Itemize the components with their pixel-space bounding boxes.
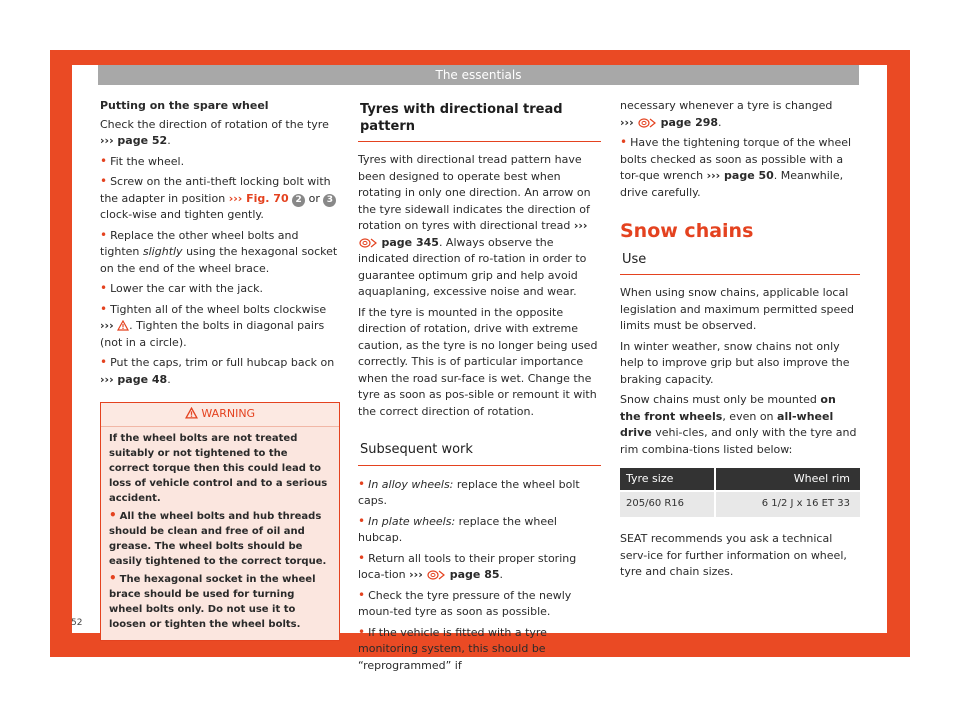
list-item: • Fit the wheel. xyxy=(100,153,185,168)
table-header: Wheel rim xyxy=(715,468,860,491)
table-cell: 205/60 R16 xyxy=(620,491,715,517)
paragraph: Snow chains must only be mounted on the front wheels, even on all-wheel drive vehi-cles, and only with the tyre and rim combina-tions listed below: xyxy=(620,393,857,456)
intro-paragraph: Check the direction of rotation of the tyre ››› page 52. xyxy=(100,117,329,147)
section-heading-use: Use xyxy=(620,248,860,276)
page-link[interactable]: ››› page 48 xyxy=(100,372,168,386)
callout-number: 2 xyxy=(292,194,305,207)
paragraph: When using snow chains, applicable local legislation and maximum permitted speed limits must be observed. xyxy=(620,286,855,332)
paragraph: If the tyre is mounted in the opposite direction of rotation, drive with extreme caution, as the tyre is no longer being used correctly. This is of particular importance when the road sur-face is wet. Change the tyre as soon as pos-sible or remount it with the correct direction of rotation. xyxy=(358,305,598,418)
tyre-icon xyxy=(637,117,657,128)
table-header: Tyre size xyxy=(620,468,715,491)
tyre-rim-table xyxy=(620,468,860,517)
table-cell: 6 1/2 J x 16 ET 33 xyxy=(715,491,860,517)
list-item: • In alloy wheels: replace the wheel bolt caps. xyxy=(358,476,580,507)
list-item: • The hexagonal socket in the wheel brace should be used for turning wheel bolts only. Do not use it to loosen or tighten the wheel bolts. xyxy=(109,570,316,630)
page-link[interactable]: page 345 xyxy=(381,235,439,249)
list-item: • Check the tyre pressure of the newly moun-ted tyre as soon as possible. xyxy=(358,587,572,618)
list-item: • In plate wheels: replace the wheel hubcap. xyxy=(358,513,557,544)
paragraph: Tyres with directional tread pattern have been designed to operate best when rotating in only one direction. An arrow on the tyre sidewall indicates the direction of rotation on tyres with directional tread ››› page 345. Always observe the indicated direction of ro-tation in order to guarantee optimum grip and help avoid aquaplaning, excessive noise and wear. xyxy=(358,153,591,298)
table-row xyxy=(620,491,860,517)
callout-number: 3 xyxy=(323,194,336,207)
page-link[interactable]: page 85 xyxy=(449,568,500,581)
section-heading-subsequent-work: Subsequent work xyxy=(358,438,601,466)
tyre-icon xyxy=(358,237,378,248)
list-item: • Put the caps, trim or full hubcap back on ››› page 48. xyxy=(100,355,335,386)
warning-triangle-icon xyxy=(117,320,129,331)
page-link[interactable]: ››› page 50 xyxy=(706,169,774,182)
warning-triangle-icon xyxy=(185,407,198,419)
list-item: • Screw on the anti-theft locking bolt with the adapter in position ››› Fig. 70 2 or 3 clock-wise and tighten gently. xyxy=(100,173,340,224)
list-item: • Tighten all of the wheel bolts clockwise ››› . Tighten the bolts in diagonal pairs (not in a circle). xyxy=(100,301,327,349)
figure-link[interactable]: ››› Fig. 70 xyxy=(228,191,289,205)
list-item: • If the vehicle is fitted with a tyre monitoring system, this should be “reprogrammed” if xyxy=(358,624,547,672)
section-title-snow-chains: Snow chains xyxy=(620,220,754,242)
paragraph: In winter weather, snow chains not only help to improve grip but also improve the braking capacity. xyxy=(620,339,850,386)
list-item: • All the wheel bolts and hub threads should be clean and free of oil and grease. The wheel bolts should be easily tightened to the correct torque. xyxy=(109,507,327,567)
page-link[interactable]: ››› page 52 xyxy=(100,134,168,147)
paragraph: necessary whenever a tyre is changed ››› page 298. xyxy=(620,99,833,129)
section-heading-spare-wheel: Putting on the spare wheel xyxy=(100,99,269,112)
page-number: 52 xyxy=(71,618,83,628)
page-link[interactable]: page 298 xyxy=(660,115,719,129)
warning-text: If the wheel bolts are not treated suitably or not tightened to the correct torque then this could lead to loss of vehicle control and to a serious accident. xyxy=(109,432,328,504)
list-item: • Lower the car with the jack. xyxy=(100,281,263,295)
column-left xyxy=(100,98,340,641)
list-item: • Have the tightening torque of the wheel bolts checked as soon as possible with a tor-que wrench ››› page 50. Meanwhile, drive carefully. xyxy=(620,135,852,199)
column-middle xyxy=(358,98,601,674)
warning-body xyxy=(101,427,339,640)
warning-box xyxy=(100,402,340,641)
column-right xyxy=(620,98,860,583)
list-item: • Replace the other wheel bolts and tighten slightly using the hexagonal socket on the end of the wheel brace. xyxy=(100,227,338,275)
warning-title: WARNING xyxy=(201,407,256,420)
section-heading-directional: Tyres with directional tread pattern xyxy=(358,98,601,142)
tyre-icon xyxy=(426,569,446,580)
list-item: • Return all tools to their proper storing loca-tion ››› page 85. xyxy=(358,550,577,581)
warning-header xyxy=(101,403,339,427)
paragraph: SEAT recommends you ask a technical serv-ice for further information on wheel, tyre and chain sizes. xyxy=(620,532,847,578)
chapter-header: The essentials xyxy=(98,65,859,85)
warning-link[interactable]: ››› xyxy=(100,319,114,332)
